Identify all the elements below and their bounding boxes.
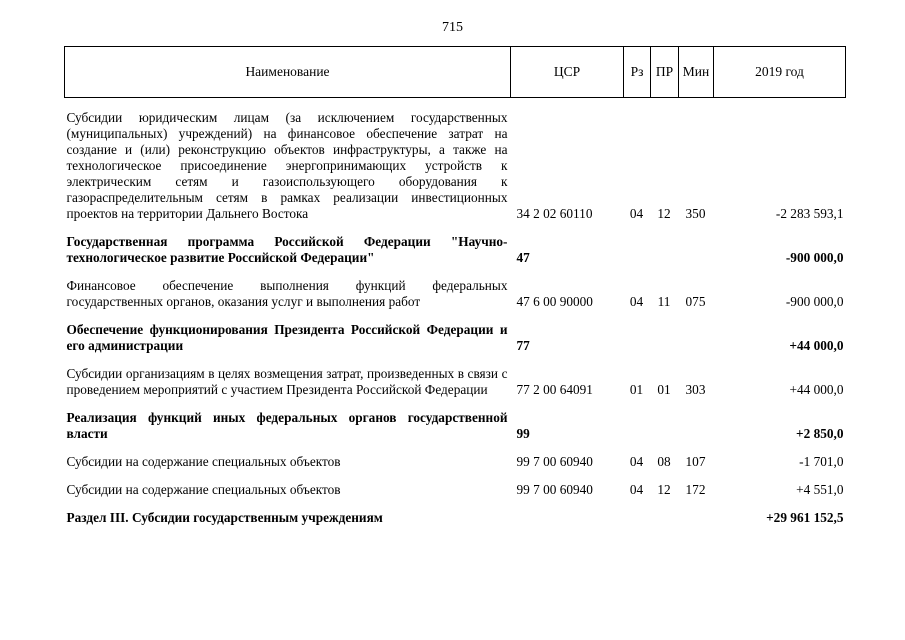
header-name: Наименование — [65, 47, 511, 98]
table-row — [65, 410, 846, 442]
row-spacer-cell — [65, 442, 846, 454]
row-csr-cell: 99 7 00 60940 — [516, 454, 593, 469]
row-name-cell: Субсидии на содержание специальных объектов — [66, 482, 341, 497]
row-rz-cell — [624, 410, 651, 442]
row-name-cell: Субсидии на содержание специальных объектов — [66, 454, 341, 469]
row-spacer — [65, 470, 846, 482]
row-pr-cell: 12 — [657, 482, 671, 497]
row-min-cell: 075 — [685, 294, 706, 309]
row-csr-cell: 47 — [516, 250, 530, 265]
row-min-cell — [679, 410, 714, 442]
row-spacer — [65, 398, 846, 410]
row-rz-cell — [624, 234, 651, 266]
row-spacer-cell — [65, 98, 846, 111]
row-pr-cell: 01 — [657, 382, 671, 397]
row-amount-cell: -900 000,0 — [785, 294, 844, 309]
table-body — [65, 98, 846, 527]
row-amount-cell: +44 000,0 — [789, 338, 844, 353]
row-name-cell: Финансовое обеспечение выполнения функций федеральных государственных органов, оказания услуг и выполнения работ — [66, 278, 508, 309]
row-csr-cell: 99 — [516, 426, 530, 441]
row-csr-cell: 77 — [516, 338, 530, 353]
row-spacer-cell — [65, 222, 846, 234]
row-csr-cell: 34 2 02 60110 — [516, 206, 593, 221]
header-csr: ЦСР — [511, 47, 624, 98]
table-row — [65, 110, 846, 222]
row-spacer-cell — [65, 498, 846, 510]
row-spacer — [65, 498, 846, 510]
row-min-cell: 303 — [685, 382, 706, 397]
row-amount-cell: +2 850,0 — [796, 426, 844, 441]
row-pr-cell: 12 — [657, 206, 671, 221]
row-pr-cell: 08 — [657, 454, 671, 469]
table-header-row — [65, 47, 846, 98]
row-amount-cell: -1 701,0 — [799, 454, 844, 469]
row-amount-cell: +44 000,0 — [789, 382, 844, 397]
row-min-cell: 350 — [685, 206, 706, 221]
budget-table — [64, 46, 846, 526]
table-row — [65, 454, 846, 470]
row-spacer — [65, 354, 846, 366]
header-pr: ПР — [651, 47, 679, 98]
row-name-cell: Субсидии юридическим лицам (за исключением государственных (муниципальных) учреждений) на финансовое обеспечение затрат на создание и (или) реконструкцию объектов инфраструктуры, а также на технологическое присоединение энергопринимающих устройств к электрическим сетям и газоиспользующего оборудования к газораспределительным сетям в рамках реализации инвестиционных проектов на территории Дальнего Востока — [66, 110, 508, 221]
header-rz: Рз — [624, 47, 651, 98]
header-year: 2019 год — [714, 47, 846, 98]
row-rz-cell: 04 — [629, 206, 644, 221]
row-csr-cell: 47 6 00 90000 — [516, 294, 593, 309]
row-min-cell: 107 — [685, 454, 706, 469]
section-amount: +29 961 152,5 — [766, 510, 844, 525]
row-spacer-cell — [65, 354, 846, 366]
row-amount-cell: -2 283 593,1 — [775, 206, 844, 221]
row-spacer — [65, 98, 846, 111]
row-rz-cell: 01 — [629, 382, 644, 397]
table-row — [65, 366, 846, 398]
row-spacer — [65, 222, 846, 234]
row-amount-cell: -900 000,0 — [785, 250, 844, 265]
section-title: Раздел III. Субсидии государственным учреждениям — [66, 510, 383, 525]
row-spacer-cell — [65, 310, 846, 322]
row-spacer-cell — [65, 470, 846, 482]
row-pr-cell — [651, 234, 679, 266]
header-min: Мин — [679, 47, 714, 98]
row-spacer — [65, 442, 846, 454]
page-number: 715 — [442, 20, 463, 35]
row-csr-cell: 77 2 00 64091 — [516, 382, 593, 397]
row-spacer — [65, 310, 846, 322]
table-row — [65, 482, 846, 498]
row-pr-cell — [651, 410, 679, 442]
row-spacer-cell — [65, 266, 846, 278]
row-rz-cell: 04 — [629, 482, 644, 497]
row-rz-cell: 04 — [629, 294, 644, 309]
row-name-cell: Реализация функций иных федеральных органов государственной власти — [66, 410, 508, 441]
row-name-cell: Обеспечение функционирования Президента Российской Федерации и его администрации — [66, 322, 508, 353]
row-spacer — [65, 266, 846, 278]
row-name-cell: Государственная программа Российской Федерации "Научно-технологическое развитие Российской Федерации" — [66, 234, 508, 265]
row-rz-cell: 04 — [629, 454, 644, 469]
row-min-cell — [679, 234, 714, 266]
row-rz-cell — [624, 322, 651, 354]
row-pr-cell — [651, 322, 679, 354]
table-row — [65, 278, 846, 310]
section-row — [65, 510, 846, 526]
table-row — [65, 234, 846, 266]
row-pr-cell: 11 — [657, 294, 671, 309]
row-min-cell: 172 — [685, 482, 706, 497]
row-spacer-cell — [65, 398, 846, 410]
row-csr-cell: 99 7 00 60940 — [516, 482, 593, 497]
row-amount-cell: +4 551,0 — [796, 482, 844, 497]
row-name-cell: Субсидии организациям в целях возмещения затрат, произведенных в связи с проведением мероприятий с участием Президента Российской Федерации — [66, 366, 508, 397]
row-min-cell — [679, 322, 714, 354]
table-row — [65, 322, 846, 354]
